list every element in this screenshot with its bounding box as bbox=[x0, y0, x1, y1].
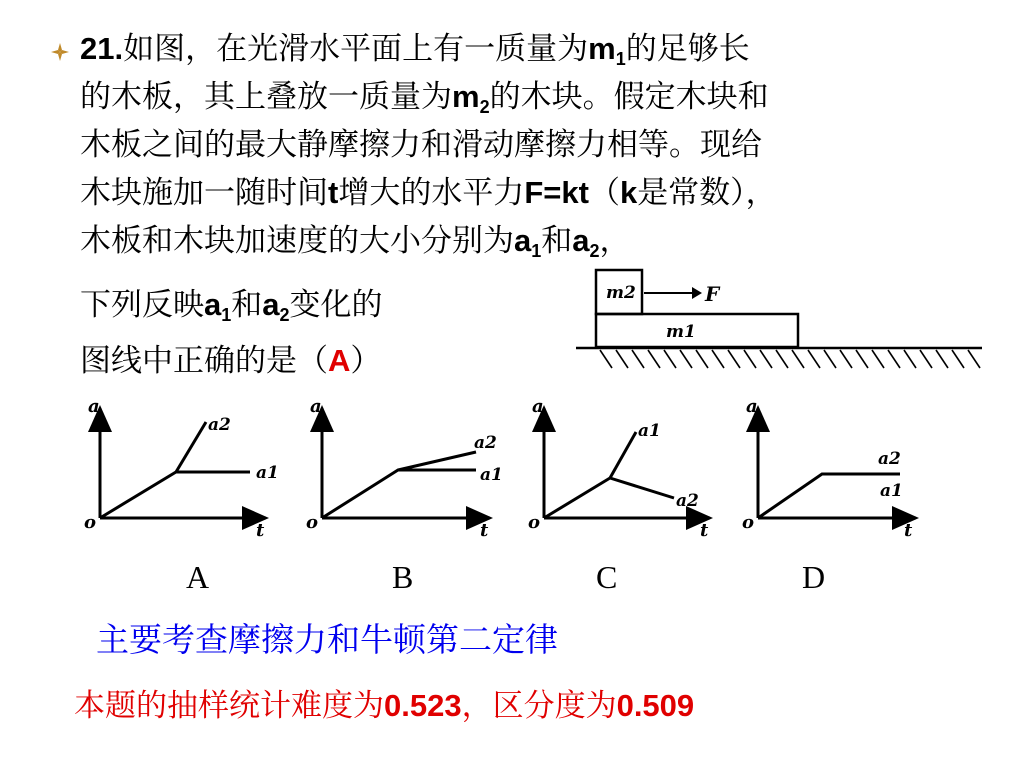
question-line-2: 的木板，其上叠放一质量为$m_2$的木块。假定木块和 bbox=[80, 79, 769, 117]
graph-d bbox=[742, 396, 916, 595]
graph-b-line-a1 bbox=[322, 470, 476, 518]
option-graphs bbox=[70, 390, 950, 610]
topic-note: 主要考查摩擦力和牛顿第二定律 bbox=[96, 620, 558, 659]
question-line-5: 木板和木块加速度的大小分别为$a_1$和$a_2$， bbox=[80, 223, 631, 261]
question-text bbox=[80, 25, 980, 265]
graph-c-line-a1 bbox=[610, 432, 636, 478]
force-arrow-head bbox=[692, 287, 702, 299]
graph-c-upper-label: a1 bbox=[638, 421, 661, 441]
svg-text:a: a bbox=[88, 396, 100, 417]
question-line-7: 图线中正确的是（A） bbox=[80, 343, 382, 379]
block-m2-label: m2 bbox=[606, 283, 636, 303]
graph-b-lower-label: a1 bbox=[480, 465, 503, 485]
question-continuation bbox=[80, 277, 383, 389]
ground-hatching bbox=[600, 350, 980, 368]
graph-b-line-a2 bbox=[398, 452, 476, 470]
svg-text:t: t bbox=[700, 520, 709, 541]
graph-a-upper-label: a2 bbox=[208, 415, 231, 435]
difficulty-value: 0.523 bbox=[384, 688, 462, 723]
force-label: F bbox=[705, 282, 720, 306]
graph-a-lower-label: a1 bbox=[256, 463, 279, 483]
question-line-1: 21.如图，在光滑水平面上有一质量为$m_1$的足够长 bbox=[80, 31, 750, 69]
graph-d-line bbox=[758, 474, 900, 518]
svg-text:o: o bbox=[528, 512, 541, 533]
svg-text:t: t bbox=[480, 520, 489, 541]
svg-text:t: t bbox=[256, 520, 265, 541]
caption-a: A bbox=[186, 559, 210, 595]
svg-text:a: a bbox=[746, 396, 758, 417]
graph-c bbox=[528, 396, 710, 595]
graph-a-line-a1 bbox=[100, 472, 250, 518]
svg-text:a: a bbox=[310, 396, 322, 417]
graph-d-lower-label: a1 bbox=[880, 481, 903, 501]
svg-text:o: o bbox=[742, 512, 755, 533]
bullet-icon bbox=[50, 42, 70, 62]
question-line-6: 下列反映$a_1$和$a_2$变化的 bbox=[80, 287, 383, 325]
discrimination-value: 0.509 bbox=[616, 688, 695, 723]
statistics-note: 本题的抽样统计难度为0.523，区分度为0.509 bbox=[74, 688, 695, 724]
question-line-4: 木块施加一随时间t增大的水平力F=kt（k是常数）， bbox=[80, 175, 777, 211]
answer-letter: A bbox=[328, 343, 351, 378]
caption-b: B bbox=[392, 559, 414, 595]
graph-c-shared-segment bbox=[544, 478, 610, 518]
block-board-figure bbox=[570, 262, 990, 382]
graph-c-lower-label: a2 bbox=[676, 491, 699, 511]
question-line-3: 木板之间的最大静摩擦力和滑动摩擦力相等。现给 bbox=[80, 127, 762, 163]
board-m1 bbox=[596, 314, 798, 347]
board-m1-label: m1 bbox=[666, 322, 696, 342]
svg-text:t: t bbox=[904, 520, 913, 541]
graph-c-line-a2 bbox=[610, 478, 674, 498]
svg-text:a: a bbox=[532, 396, 544, 417]
svg-text:o: o bbox=[306, 512, 319, 533]
graph-a-line-a2 bbox=[176, 422, 206, 472]
graph-b-upper-label: a2 bbox=[474, 433, 497, 453]
caption-c: C bbox=[596, 559, 618, 595]
caption-d: D bbox=[802, 559, 826, 595]
graph-d-upper-label: a2 bbox=[878, 449, 901, 469]
graph-b bbox=[306, 396, 503, 595]
svg-text:o: o bbox=[84, 512, 97, 533]
graph-a bbox=[84, 396, 279, 595]
